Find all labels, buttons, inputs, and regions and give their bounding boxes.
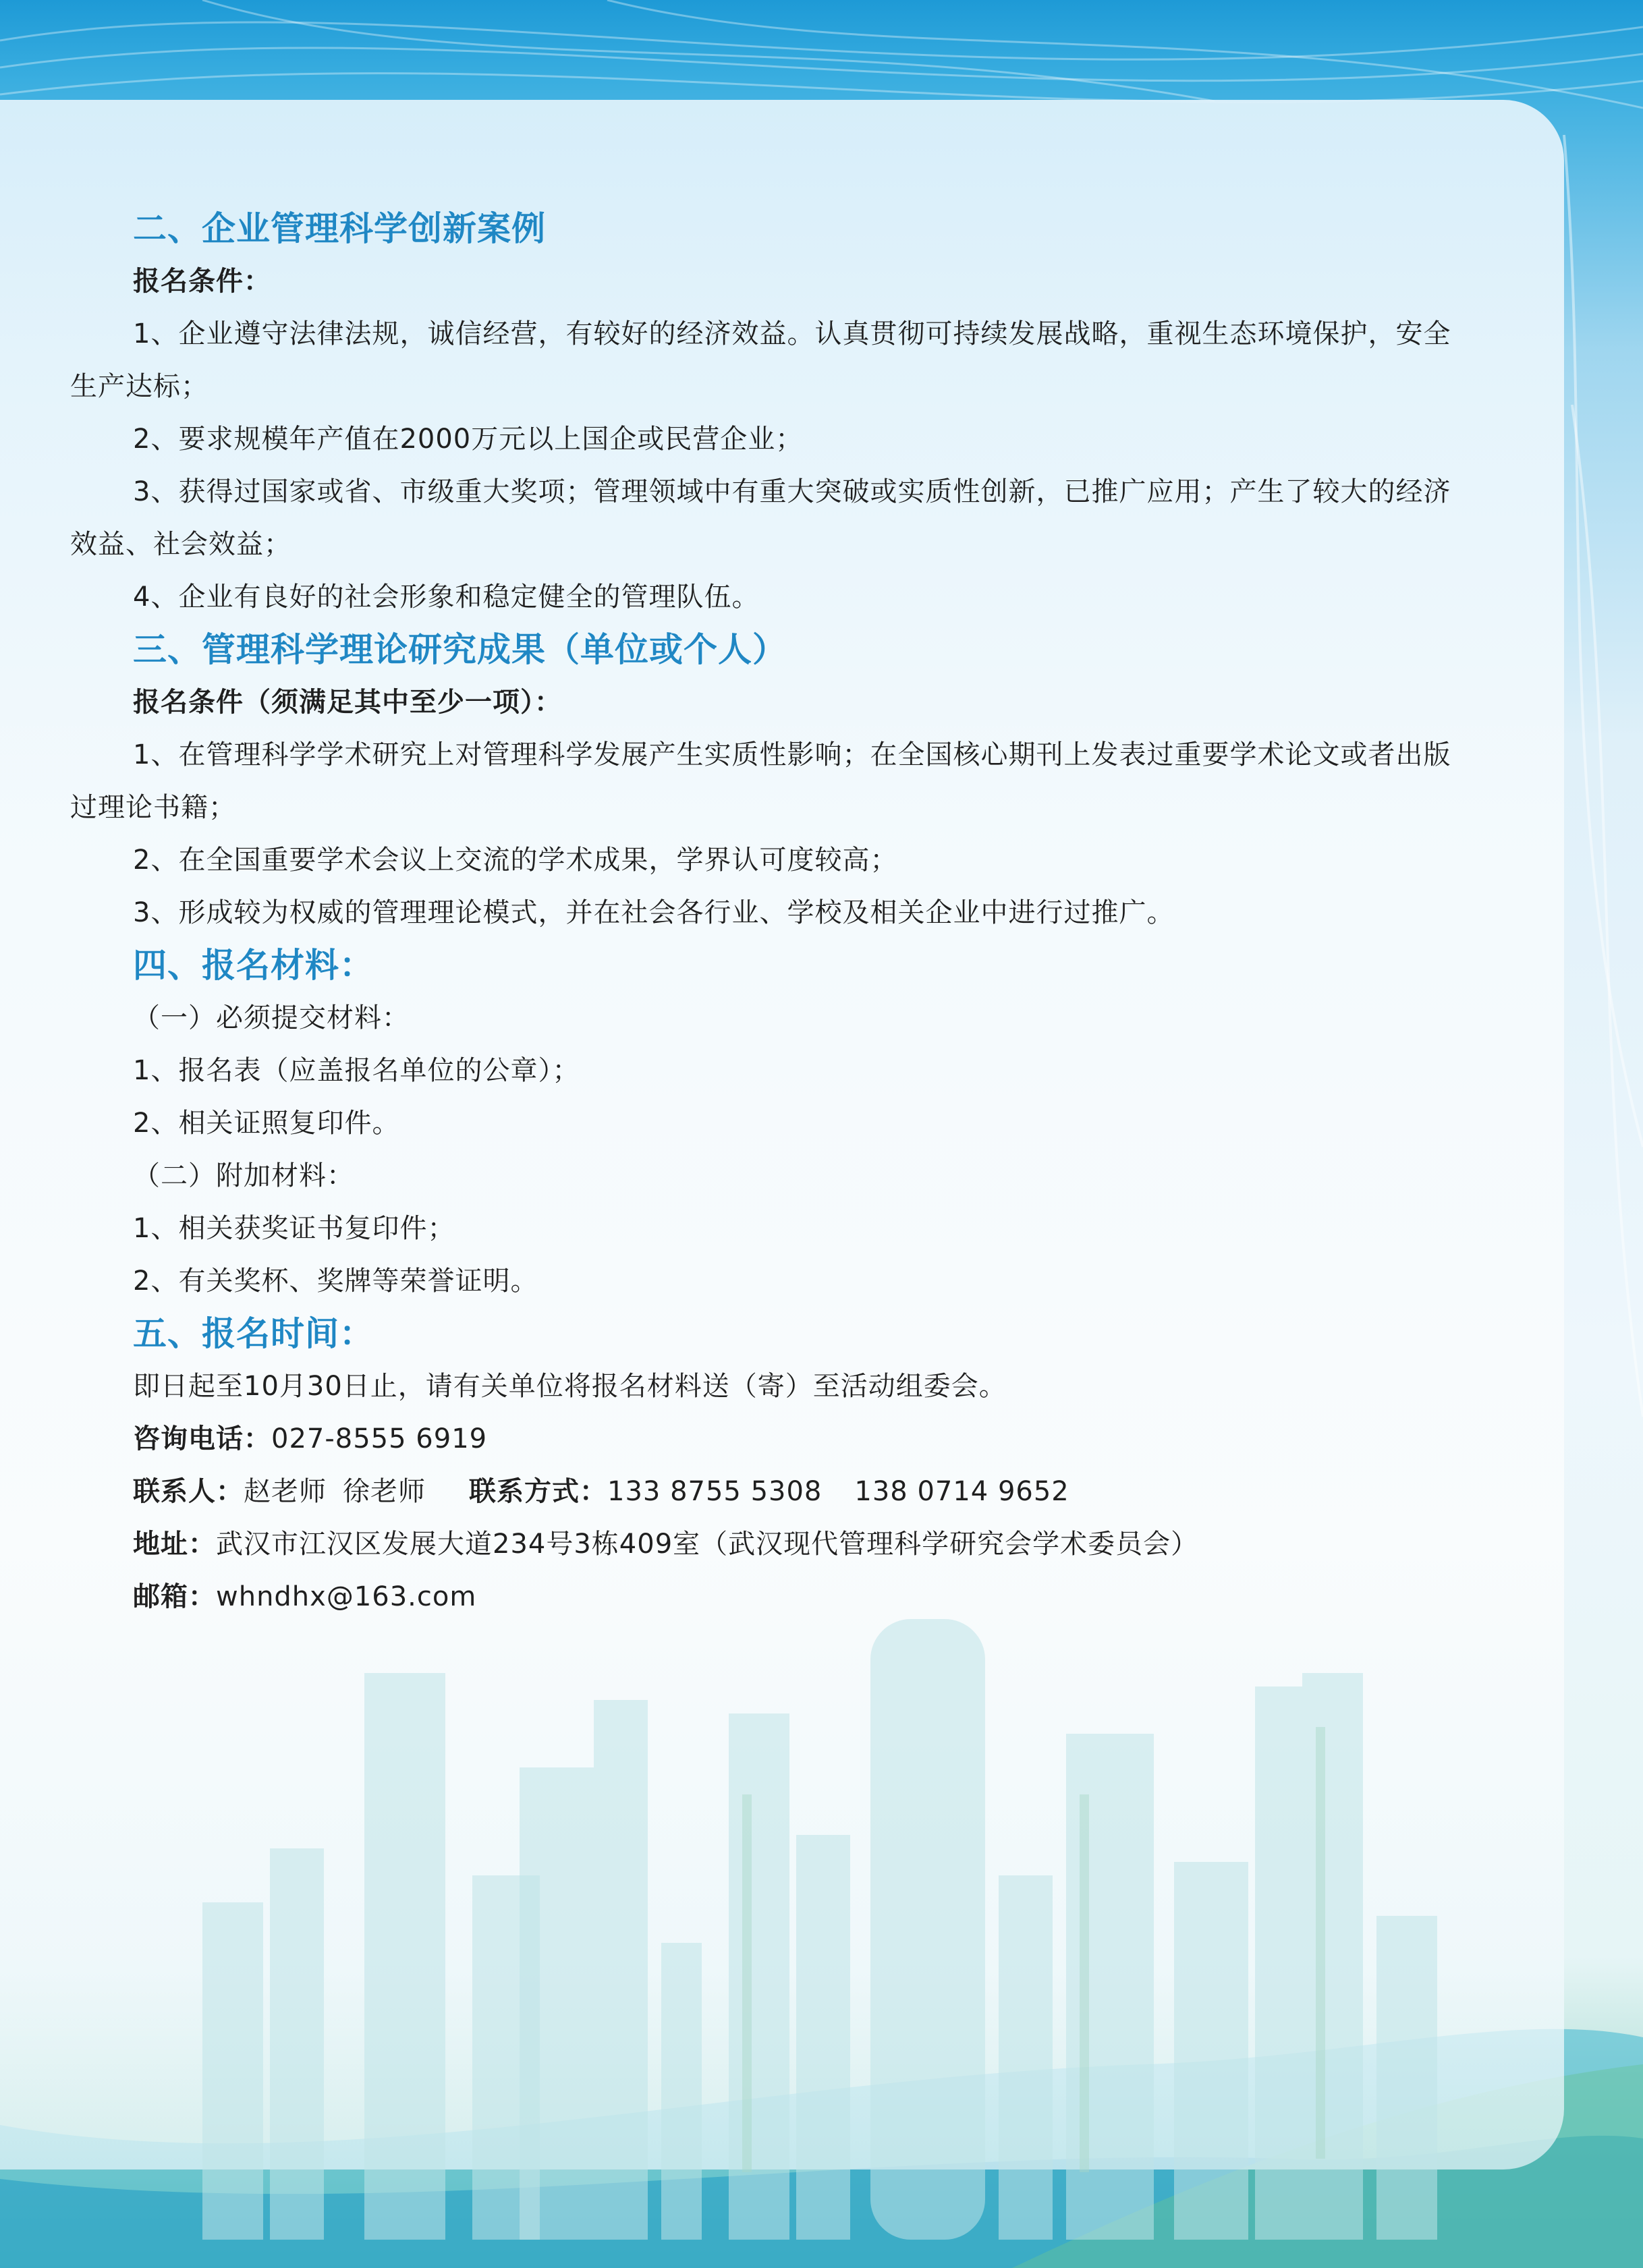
section-2-item-4: 4、企业有良好的社会形象和稳定健全的管理队伍。 (133, 582, 760, 613)
section-3-heading: 三、管理科学理论研究成果（单位或个人） (133, 630, 787, 669)
extra-materials-label: （二）附加材料： (133, 1160, 354, 1191)
section-2-item-1: 1、企业遵守法律法规，诚信经营，有较好的经济效益。认真贯彻可持续发展战略，重视生态环境保护，安全生产达标； (70, 318, 1451, 402)
mobile-number-2: 138 0714 9652 (854, 1476, 1069, 1507)
phone-line (70, 1413, 1474, 1465)
contact-person-1: 赵老师 (244, 1476, 327, 1507)
required-material-1: 1、报名表（应盖报名单位的公章）； (133, 1055, 580, 1086)
mobile-number-1: 133 8755 5308 (607, 1476, 823, 1507)
city-skyline-illustration (0, 1619, 1643, 2268)
section-4-heading: 四、报名材料： (133, 946, 374, 985)
contact-line (70, 1465, 1474, 1518)
extra-material-2: 2、有关奖杯、奖牌等荣誉证明。 (133, 1266, 538, 1297)
section-3-item-1: 1、在管理科学学术研究上对管理科学发展产生实质性影响；在全国核心期刊上发表过重要学术论文或者出版过理论书籍； (70, 739, 1451, 823)
address-label: 地址： (133, 1529, 216, 1560)
section-2-heading: 二、企业管理科学创新案例 (133, 209, 546, 248)
contact-person-2: 徐老师 (343, 1476, 426, 1507)
phone-number: 027-8555 6919 (271, 1423, 488, 1454)
required-material-2: 2、相关证照复印件。 (133, 1108, 400, 1139)
section-3-item-3: 3、形成较为权威的管理理论模式，并在社会各行业、学校及相关企业中进行过推广。 (133, 897, 1175, 928)
email-line (70, 1570, 1474, 1623)
contact-method-label: 联系方式： (469, 1476, 607, 1507)
section-3-item-2: 2、在全国重要学术会议上交流的学术成果，学界认可度较高； (133, 845, 898, 876)
phone-label: 咨询电话： (133, 1423, 271, 1454)
section-2-item-2: 2、要求规模年产值在2000万元以上国企或民营企业； (133, 424, 804, 455)
section-2-condition-label: 报名条件： (133, 266, 271, 297)
contact-person-label: 联系人： (133, 1476, 244, 1507)
document-body (70, 202, 1474, 1623)
section-5-heading: 五、报名时间： (133, 1314, 374, 1353)
section-3-condition-label: 报名条件（须满足其中至少一项）： (133, 687, 562, 718)
email-address: whndhx@163.com (216, 1581, 477, 1612)
address-line (70, 1518, 1474, 1570)
section-2-item-3: 3、获得过国家或省、市级重大奖项；管理领域中有重大突破或实质性创新，已推广应用；产生了较大的经济效益、社会效益； (70, 476, 1451, 560)
address-text: 武汉市江汉区发展大道234号3栋409室（武汉现代管理科学研究会学术委员会） (216, 1529, 1199, 1560)
extra-material-1: 1、相关获奖证书复印件； (133, 1213, 455, 1244)
deadline-text: 即日起至10月30日止，请有关单位将报名材料送（寄）至活动组委会。 (133, 1371, 1007, 1402)
email-label: 邮箱： (133, 1581, 216, 1612)
required-materials-label: （一）必须提交材料： (133, 1002, 410, 1033)
